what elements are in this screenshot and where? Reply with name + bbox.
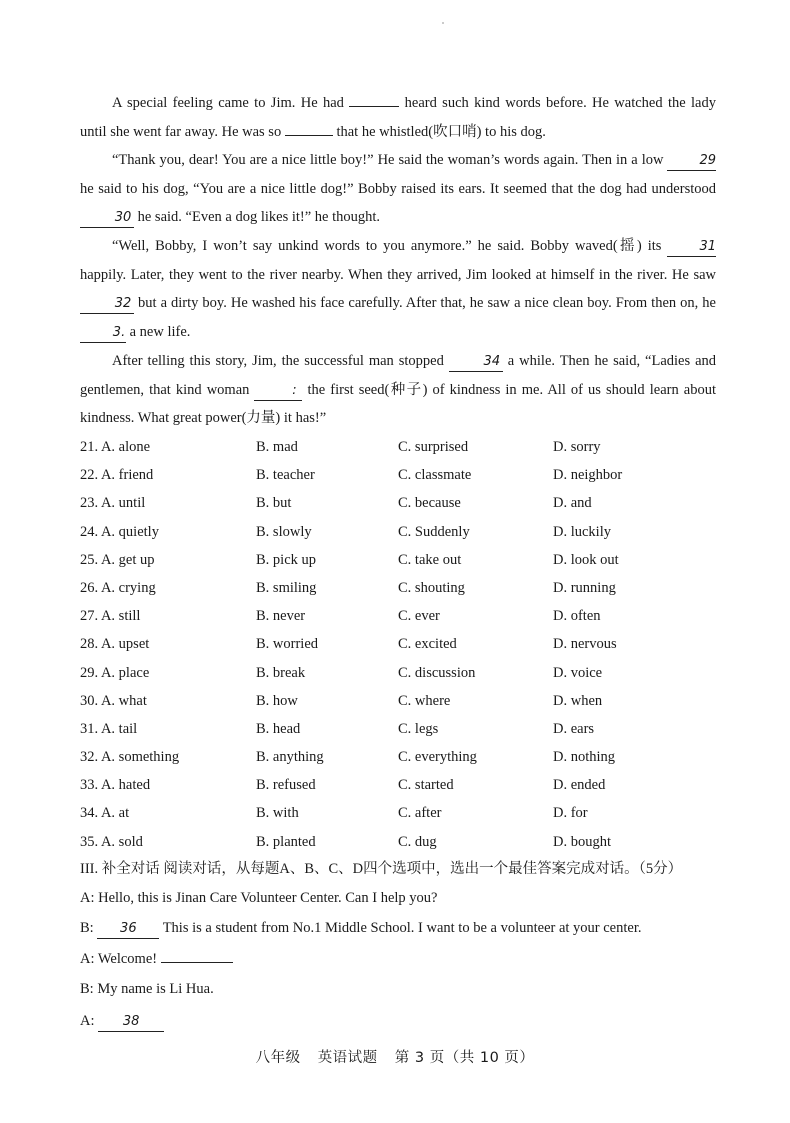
passage-paragraph-1 — [80, 89, 716, 146]
option-a: 34. A. at — [80, 805, 130, 822]
dialog-speaker: A: — [80, 1013, 95, 1029]
option-a: 28. A. upset — [80, 636, 150, 653]
option-c: C. legs — [398, 720, 439, 737]
option-a: 21. A. alone — [80, 439, 151, 455]
option-row — [80, 489, 720, 517]
option-c: C. because — [398, 495, 461, 512]
dialog-line-4 — [80, 976, 720, 1002]
option-d: D. when — [553, 692, 603, 709]
option-b: B. teacher — [256, 467, 315, 484]
answer-blank-34: 34 — [449, 353, 503, 372]
option-a: 29. A. place — [80, 664, 150, 681]
option-c: C. dug — [398, 833, 437, 850]
option-row — [80, 828, 720, 856]
option-row — [80, 546, 720, 574]
answer-blank-30: 30 — [80, 209, 134, 228]
answer-blank-33: 3. — [80, 324, 126, 343]
answer-blank-32: 32 — [80, 295, 134, 314]
dialog-text: Welcome! — [94, 951, 161, 967]
option-d: D. ended — [553, 777, 606, 794]
passage-text: he said to his dog, “You are a nice little dog!” Bobby raised its ears. It seemed that the dog had understood — [80, 180, 716, 197]
passage-paragraph-4 — [80, 347, 716, 433]
option-a: 35. A. sold — [80, 833, 143, 850]
option-c: C. Suddenly — [398, 523, 470, 540]
answer-blank-37 — [161, 962, 233, 963]
option-c: C. surprised — [398, 439, 469, 455]
section-3-heading: III. 补全对话 阅读对话，从每题A、B、C、D四个选项中，选出一个最佳答案完成对话。（5分） — [80, 861, 683, 877]
option-d: D. nervous — [553, 636, 617, 653]
option-b: B. smiling — [256, 579, 317, 596]
option-a: 27. A. still — [80, 608, 141, 625]
option-b: B. with — [256, 805, 299, 822]
answer-blank-28 — [285, 135, 333, 136]
dialog-speaker: B: — [80, 920, 94, 936]
option-row — [80, 602, 720, 630]
passage-text: “Well, Bobby, I won’t say unkind words to you anymore.” he said. Bobby waved(摇) its — [112, 238, 668, 254]
option-b: B. head — [256, 720, 301, 737]
option-a: 22. A. friend — [80, 467, 154, 484]
option-d: D. nothing — [553, 749, 616, 766]
dialog-line-3 — [80, 946, 720, 972]
option-c: C. take out — [398, 551, 462, 568]
passage-text: a new life. — [126, 324, 191, 341]
option-row — [80, 574, 720, 602]
footer-subject: 英语试题 — [317, 1050, 378, 1066]
dialog-speaker: A: — [80, 951, 95, 967]
option-c: C. after — [398, 805, 442, 822]
option-a: 26. A. crying — [80, 579, 156, 596]
answer-blank-29: 29 — [667, 152, 716, 171]
option-d: D. often — [553, 608, 601, 625]
dialog-speaker: A: — [80, 890, 95, 906]
option-b: B. break — [256, 664, 306, 681]
option-b: B. never — [256, 608, 306, 625]
answer-options-table — [80, 433, 720, 856]
passage-text: but a dirty boy. He washed his face carefully. After that, he saw a nice clean boy. From then on, he — [134, 295, 716, 312]
dialog-text: This is a student from No.1 Middle School. I want to be a volunteer at your center. — [159, 920, 642, 936]
option-a: 30. A. what — [80, 692, 147, 709]
option-c: C. ever — [398, 608, 440, 625]
option-row — [80, 461, 720, 489]
passage-paragraph-2 — [80, 146, 716, 232]
passage-text: A special feeling came to Jim. He had — [112, 95, 350, 111]
option-d: D. luckily — [553, 523, 611, 540]
passage-text: happily. Later, they went to the river nearby. When they arrived, Jim looked at himself in the river. He saw — [80, 266, 716, 283]
option-d: D. voice — [553, 664, 603, 681]
passage-text: After telling this story, Jim, the successful man stopped — [112, 353, 449, 369]
option-a: 23. A. until — [80, 495, 146, 512]
dialog-line-2 — [80, 915, 720, 941]
option-b: B. refused — [256, 777, 316, 794]
option-a: 25. A. get up — [80, 551, 155, 568]
option-row — [80, 687, 720, 715]
option-a: 31. A. tail — [80, 720, 138, 737]
option-b: B. worried — [256, 636, 319, 653]
option-d: D. and — [553, 495, 592, 512]
option-row — [80, 659, 720, 687]
option-b: B. slowly — [256, 523, 312, 540]
option-d: D. ears — [553, 720, 595, 737]
option-d: D. neighbor — [553, 467, 623, 484]
option-a: 33. A. hated — [80, 777, 151, 794]
dialog-text: My name is Li Hua. — [93, 981, 214, 997]
option-d: D. look out — [553, 551, 619, 568]
option-d: D. for — [553, 805, 588, 822]
option-row — [80, 715, 720, 743]
option-b: B. but — [256, 495, 292, 512]
option-row — [80, 799, 720, 827]
option-row — [80, 771, 720, 799]
passage-text: that he whistled(吹口哨) to his dog. — [332, 123, 546, 140]
option-c: C. shouting — [398, 579, 465, 596]
option-c: C. discussion — [398, 664, 476, 681]
option-row — [80, 743, 720, 771]
option-c: C. classmate — [398, 467, 472, 484]
option-b: B. pick up — [256, 551, 317, 568]
option-b: B. how — [256, 692, 298, 709]
answer-blank-38: 38 — [98, 1013, 164, 1032]
passage-text: the first seed(种子) of kindness in me. All of us should learn about kindness. What great power(力量) it has!” — [80, 381, 716, 427]
option-row — [80, 518, 720, 546]
footer-grade: 八年级 — [255, 1050, 301, 1066]
option-b: B. anything — [256, 749, 324, 766]
option-b: B. mad — [256, 439, 298, 455]
dialog-speaker: B: — [80, 981, 94, 997]
answer-blank-35: : — [254, 382, 302, 401]
passage-paragraph-3 — [80, 232, 716, 347]
dialog-line-1 — [80, 885, 720, 911]
option-a: 32. A. something — [80, 749, 180, 766]
option-row — [80, 630, 720, 658]
page-footer — [0, 1046, 790, 1067]
passage-text: heard such kind words before. He watched the lady until she went far away. He was so — [80, 95, 716, 140]
option-row — [80, 433, 720, 461]
option-a: 24. A. quietly — [80, 523, 159, 540]
option-c: C. everything — [398, 749, 477, 766]
footer-page-number: 第 3 页（共 10 页） — [394, 1050, 535, 1066]
answer-blank-27 — [349, 106, 399, 107]
option-b: B. planted — [256, 833, 316, 850]
passage-text: a while. Then he said, “Ladies and gentlemen, that kind woman — [80, 353, 717, 398]
dialog-text: Hello, this is Jinan Care Volunteer Center. Can I help you? — [94, 890, 438, 906]
option-d: D. sorry — [553, 439, 601, 455]
option-c: C. started — [398, 777, 454, 794]
option-d: D. bought — [553, 833, 611, 850]
passage-text: he said. “Even a dog likes it!” he thought. — [134, 209, 381, 226]
option-d: D. running — [553, 579, 616, 596]
option-c: C. excited — [398, 636, 457, 653]
passage-text: “Thank you, dear! You are a nice little boy!” He said the woman’s words again. Then in a low — [112, 152, 668, 168]
scan-speck — [442, 22, 444, 24]
option-c: C. where — [398, 692, 451, 709]
dialog-line-5 — [80, 1008, 720, 1034]
answer-blank-31: 31 — [667, 238, 716, 257]
answer-blank-36: 36 — [97, 920, 159, 939]
